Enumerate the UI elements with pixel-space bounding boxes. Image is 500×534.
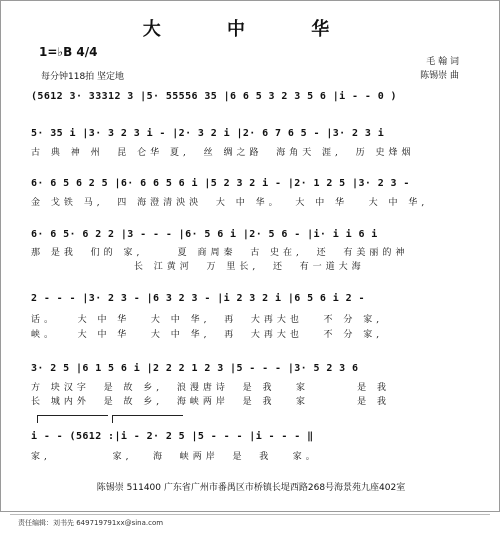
page-title: 大 中 华: [142, 19, 360, 40]
tempo-marking: 每分钟118拍 坚定地: [41, 72, 125, 82]
lyrics-line-3b: 长 江黄河 万 里长, 还 有一道大海: [31, 262, 365, 272]
first-ending-bracket: [37, 415, 108, 423]
lyrics-line-6a: 家, 家, 海 峡两岸 是 我 家。: [31, 452, 319, 462]
notation-line-4: 2 - - - |3· 2 3 - |6 3 2 3 - |i 2 3 2 i |6 5 6 i 2 -: [31, 293, 365, 304]
editor-divider: [10, 514, 490, 515]
notation-line-intro: (5612 3· 33312 3 |5· 55556 35 |6 6 5 3 2 3 5 6 |i - - 0 ): [31, 91, 397, 102]
editor-credit: 责任编辑：刘书先 649719791xx@sina.com: [18, 519, 164, 527]
lyrics-line-2a: 金 戈铁 马, 四 海澄清泱泱 大 中 华。 大 中 华 大 中 华,: [31, 198, 429, 208]
lyrics-line-5b: 长 城内外 是 故 乡, 海峡两岸 是 我 家 是 我: [31, 397, 390, 407]
lyrics-line-1a: 古 典 神 州 昆 仑华 夏, 丝 绸之路 海角天 涯, 历 史烽烟: [31, 148, 415, 158]
lyrics-line-4a: 话。 大 中 华 大 中 华, 再 大再大也 不 分 家,: [31, 315, 384, 325]
lyrics-line-3a: 那 是我 们的 家, 夏 商周秦 古 史在, 还 有美丽的神: [31, 248, 409, 258]
second-ending-bracket: [112, 415, 183, 423]
lyrics-line-5a: 方 块汉字 是 故 乡, 浪漫唐诗 是 我 家 是 我: [31, 383, 390, 393]
lyrics-line-4b: 峡。 大 中 华 大 中 华, 再 大再大也 不 分 家,: [31, 330, 384, 340]
key-signature: 1=♭B 4/4: [39, 45, 98, 59]
composer-address: 陈锡崇 511400 广东省广州市番禺区市桥镇长堤西路268号海景苑九座402室: [96, 483, 406, 493]
notation-line-6: i - - (5612 :|i - 2· 2 5 |5 - - - |i - - - ‖: [31, 431, 314, 442]
notation-line-5: 3· 2 5 |6 1 5 6 i |2 2 2 1 2 3 |5 - - - |3· 5 2 3 6: [31, 363, 359, 374]
lyricist-credit: 毛 翰 词: [426, 57, 459, 67]
composer-credit: 陈锡崇 曲: [420, 71, 459, 81]
notation-line-3: 6· 6 5· 6 2 2 |3 - - - |6· 5 6 i |2· 5 6 - |i· i i 6 i: [31, 229, 378, 240]
notation-line-2: 6· 6 5 6 2 5 |6· 6 6 5 6 i |5 2 3 2 i - |2· 1 2 5 |3· 2 3 -: [31, 178, 410, 189]
notation-line-1: 5· 35 i |3· 3 2 3 i - |2· 3 2 i |2· 6 7 6 5 - |3· 2 3 i: [31, 128, 385, 139]
